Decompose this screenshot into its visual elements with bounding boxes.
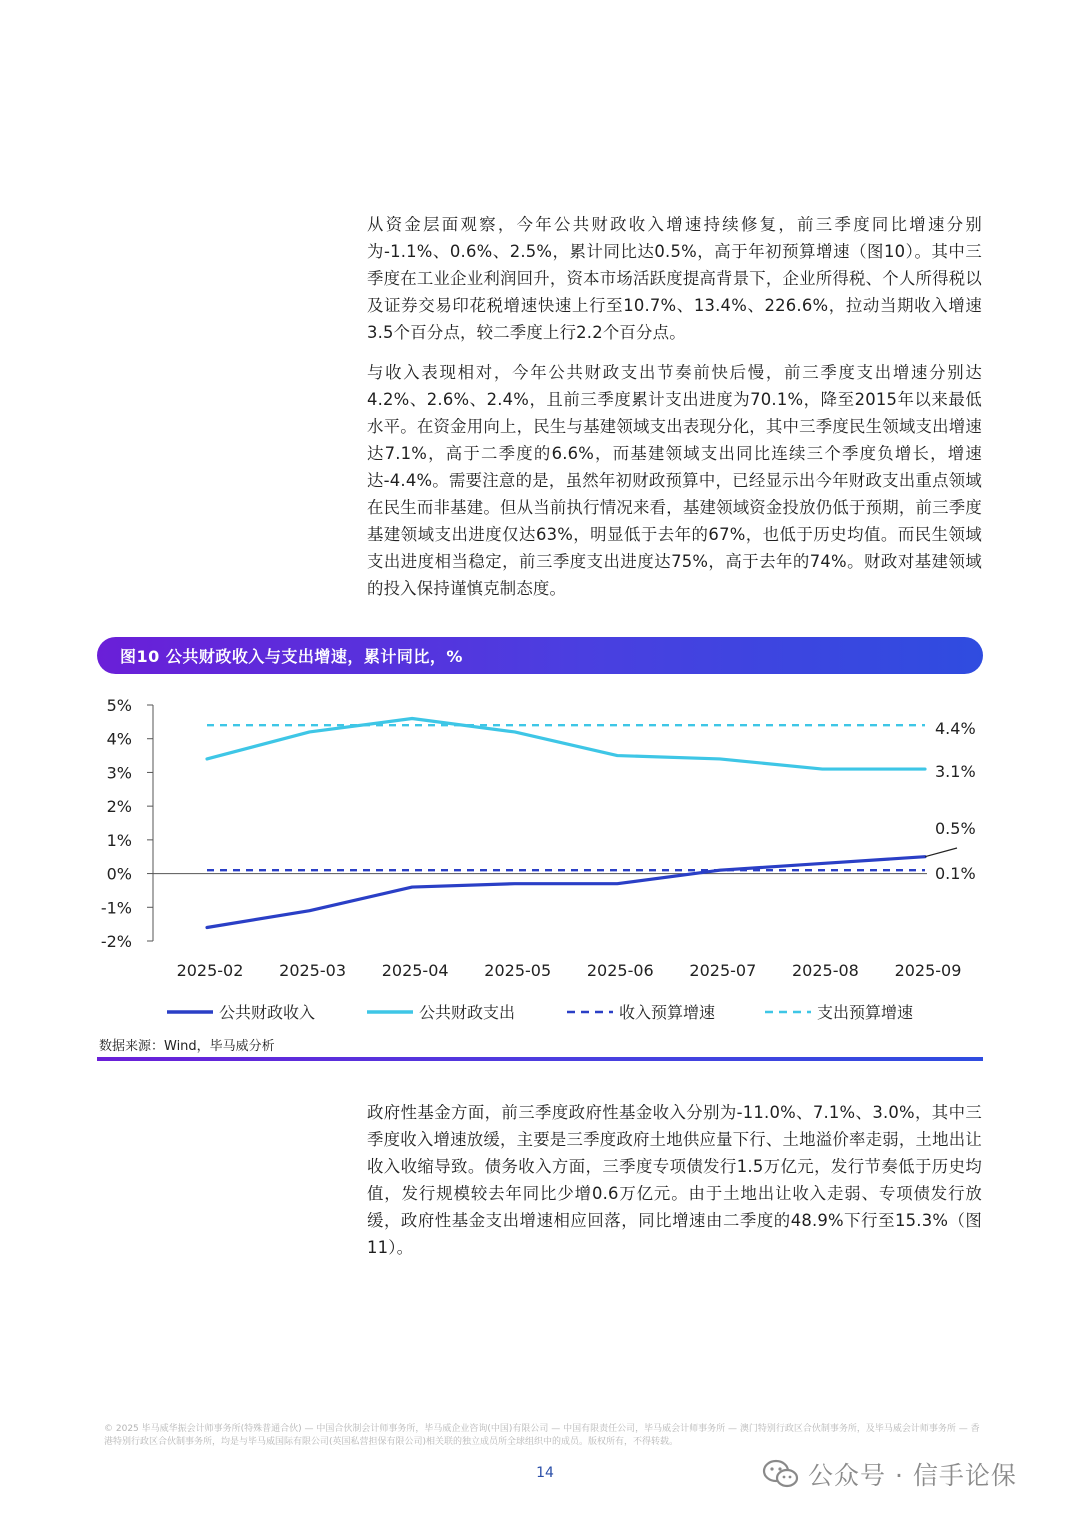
- figure-title: 图10 公共财政收入与支出增速，累计同比，%: [120, 647, 463, 666]
- body-paragraph-2: 与收入表现相对，今年公共财政支出节奏前快后慢，前三季度支出增速分别达4.2%、2.6%、2.4%，且前三季度累计支出进度为70.1%，降至2015年以来最低水平。在资金用向上，民生与基建领域支出表现分化，其中三季度民生领域支出增速达7.1%，高于二季度的6.6%，而基建领域支出同比连续三个季度负增长，增速达-4.4%。需要注意的是，虽然年初财政预算中，已经显示出今年财政支出重点领域在民生而非基建。但从当前执行情况来看，基建领域资金投放仍低于预期，前三季度基建领域支出进度仅达63%，明显低于去年的67%，也低于历史均值。而民生领域支出进度相当稳定，前三季度支出进度达75%，高于去年的74%。财政对基建领域的投入保持谨慎克制态度。: [367, 363, 982, 598]
- line-chart: [97, 685, 983, 1030]
- label-leader-line: [925, 848, 957, 857]
- y-tick-label: -1%: [100, 898, 132, 918]
- y-tick-label: 3%: [106, 763, 132, 783]
- x-tick-label: 2025-07: [689, 961, 757, 980]
- body-paragraph-3: 政府性基金方面，前三季度政府性基金收入分别为-11.0%、7.1%、3.0%，其中三季度收入增速放缓，主要是三季度政府土地供应量下行、土地溢价率走弱，土地出让收入收缩导致。债务收入方面，三季度专项债发行1.5万亿元，发行节奏低于历史均值，发行规模较去年同比少增0.6万亿元。由于土地出让收入走弱、专项债发行放缓，政府性基金支出增速相应回落，同比增速由二季度的48.9%下行至15.3%（图11）。: [367, 1103, 982, 1257]
- x-tick-label: 2025-04: [381, 961, 449, 980]
- end-value-label: 3.1%: [935, 762, 976, 781]
- legend-label: 公共财政收入: [219, 1003, 316, 1022]
- x-tick-label: 2025-08: [791, 961, 859, 980]
- y-tick-label: 5%: [106, 696, 132, 715]
- x-tick-label: 2025-06: [586, 961, 654, 980]
- legend-label: 公共财政支出: [419, 1003, 516, 1022]
- data-source: 数据来源：Wind，毕马威分析: [99, 1039, 275, 1054]
- watermark-text: 公众号 · 信手论保: [808, 1461, 1017, 1490]
- y-tick-label: 2%: [106, 797, 132, 817]
- end-value-label: 0.5%: [935, 819, 976, 838]
- legend-label: 收入预算增速: [619, 1003, 716, 1022]
- x-tick-label: 2025-02: [176, 961, 244, 980]
- wechat-icon: [762, 1458, 800, 1490]
- watermark: [762, 1456, 1017, 1492]
- y-tick-label: 0%: [106, 864, 132, 884]
- y-tick-label: 1%: [106, 830, 132, 850]
- copyright-note: © 2025 毕马威华振会计师事务所(特殊普通合伙) — 中国合伙制会计师事务所，毕马威企业咨询(中国)有限公司 — 中国有限责任公司，毕马威会计师事务所 — 澳门特别行政区合伙制事务所，及毕马威会计师事务所 — 香港特别行政区合伙制事务所，均是与毕马威国际有限公司(英国私营担保有限公司)相关联的独立成员所全球组织中的成员。版权所有，不得转载。: [104, 1424, 980, 1447]
- source-divider: [97, 1057, 983, 1061]
- figure-title-bar: [97, 637, 983, 674]
- end-value-label: 4.4%: [935, 719, 976, 738]
- x-tick-label: 2025-03: [279, 961, 347, 980]
- y-tick-label: 4%: [106, 729, 132, 749]
- page-number: 14: [536, 1465, 554, 1481]
- end-value-label: 0.1%: [935, 864, 976, 883]
- y-tick-label: -2%: [100, 932, 132, 951]
- x-tick-label: 2025-05: [484, 961, 552, 980]
- body-paragraph-1: 从资金层面观察，今年公共财政收入增速持续修复，前三季度同比增速分别为-1.1%、0.6%、2.5%，累计同比达0.5%，高于年初预算增速（图10）。其中三季度在工业企业利润回升，资本市场活跃度提高背景下，企业所得税、个人所得税以及证券交易印花税增速快速上行至10.7%、13.4%、226.6%，拉动当期收入增速3.5个百分点，较二季度上行2.2个百分点。: [367, 215, 982, 342]
- series-line-1: [207, 857, 925, 928]
- x-tick-label: 2025-09: [894, 961, 962, 980]
- legend-label: 支出预算增速: [817, 1003, 914, 1022]
